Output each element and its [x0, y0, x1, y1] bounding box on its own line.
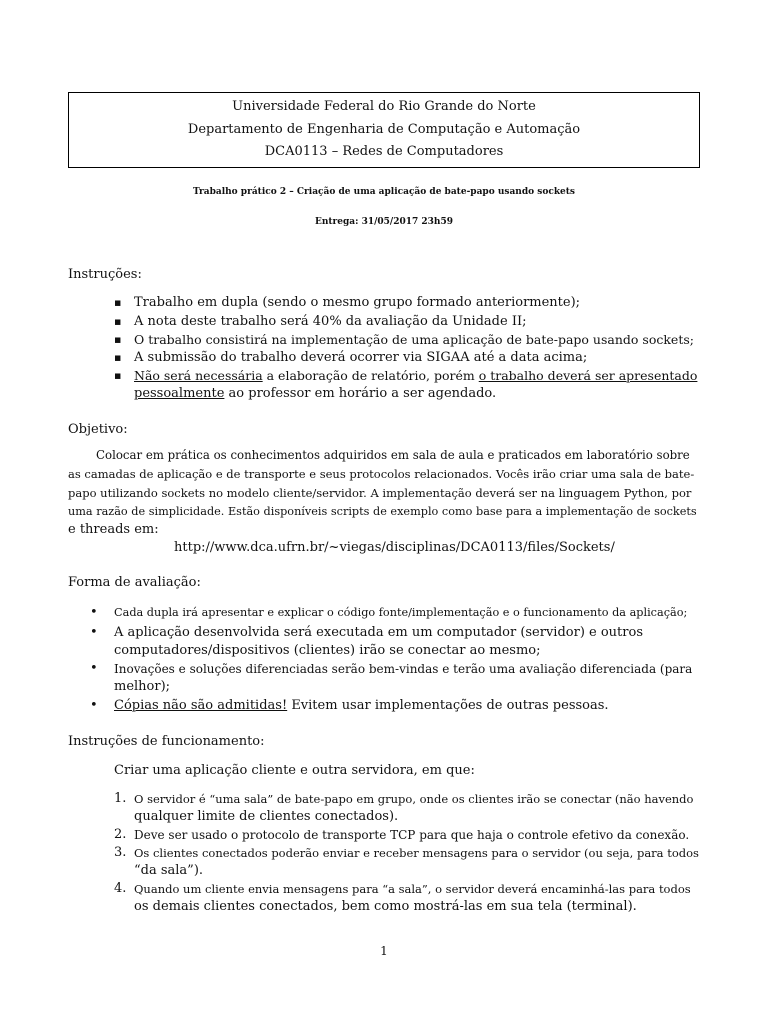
- list-number: 3.: [114, 845, 127, 860]
- evaluation-heading: Forma de avaliação:: [68, 575, 201, 590]
- dot-bullet-icon: •: [90, 661, 98, 676]
- operation-intro: Criar uma aplicação cliente e outra servidora, em que:: [114, 763, 475, 778]
- square-bullet-icon: ▪: [114, 315, 122, 328]
- underlined-text: Cópias não são admitidas!: [114, 698, 288, 713]
- objective-line: papo utilizando sockets no modelo cliente/servidor. A implementação deverá ser na linguagem Python, por: [68, 486, 692, 500]
- evaluation-item-cont: computadores/dispositivos (clientes) irão se conectar ao mesmo;: [114, 643, 541, 658]
- objective-heading: Objetivo:: [68, 422, 128, 437]
- operation-item-cont: os demais clientes conectados, bem como mostrá-las em sua tela (terminal).: [134, 899, 637, 914]
- evaluation-item: Inovações e soluções diferenciadas serão bem-vindas e terão uma avaliação diferenciada (para: [114, 662, 693, 676]
- evaluation-item: Cada dupla irá apresentar e explicar o código fonte/implementação e o funcionamento da aplicação;: [114, 606, 688, 619]
- instruction-item: O trabalho consistirá na implementação de uma aplicação de bate-papo usando sockets;: [134, 332, 694, 347]
- dot-bullet-icon: •: [90, 698, 98, 713]
- instruction-item: A submissão do trabalho deverá ocorrer via SIGAA até a data acima;: [134, 350, 588, 365]
- instruction-item: A nota deste trabalho será 40% da avaliação da Unidade II;: [134, 314, 527, 329]
- objective-line: e threads em:: [68, 522, 159, 537]
- text-segment: Evitem usar implementações de outras pessoas.: [287, 698, 609, 713]
- square-bullet-icon: ▪: [114, 369, 122, 382]
- header-box: [68, 92, 700, 168]
- list-number: 1.: [114, 791, 127, 806]
- operation-item: Os clientes conectados poderão enviar e receber mensagens para o servidor (ou seja, para todos: [134, 846, 699, 860]
- sockets-url: http://www.dca.ufrn.br/~viegas/disciplinas/DCA0113/files/Sockets/: [174, 540, 615, 555]
- dot-bullet-icon: •: [90, 605, 98, 620]
- dot-bullet-icon: •: [90, 625, 98, 640]
- underlined-text: Não será necessária: [134, 368, 263, 383]
- objective-line: Colocar em prática os conhecimentos adquiridos em sala de aula e praticados em laboratório sobre: [96, 448, 690, 462]
- evaluation-item: A aplicação desenvolvida será executada em um computador (servidor) e outros: [114, 625, 643, 640]
- underlined-text: pessoalmente: [134, 386, 225, 401]
- instruction-item-last-cont: [134, 385, 496, 403]
- operation-item-cont: qualquer limite de clientes conectados).: [134, 809, 399, 824]
- list-number: 2.: [114, 827, 127, 842]
- course-name: DCA0113 – Redes de Computadores: [264, 144, 504, 159]
- deadline: Entrega: 31/05/2017 23h59: [314, 217, 453, 227]
- objective-line: as camadas de aplicação e de transporte e seus protocolos relacionados. Vocês irão criar uma sala de bate-: [68, 467, 695, 481]
- evaluation-item-cont: melhor);: [114, 679, 171, 694]
- operation-item-cont: “da sala”).: [134, 863, 204, 878]
- list-number: 4.: [114, 881, 127, 896]
- instruction-item-last: [134, 367, 697, 385]
- square-bullet-icon: ▪: [114, 351, 122, 364]
- text-segment: ao professor em horário a ser agendado.: [224, 386, 497, 401]
- text-segment: a elaboração de relatório, porém: [262, 368, 479, 383]
- evaluation-item: [114, 697, 609, 715]
- page-number: 1: [380, 944, 388, 958]
- instruction-item: Trabalho em dupla (sendo o mesmo grupo formado anteriormente);: [134, 295, 581, 310]
- operation-item: Deve ser usado o protocolo de transporte TCP para que haja o controle efetivo da conexão.: [134, 828, 690, 842]
- square-bullet-icon: ▪: [114, 296, 122, 309]
- instructions-heading: Instruções:: [68, 267, 142, 282]
- university-name: Universidade Federal do Rio Grande do Norte: [232, 99, 536, 114]
- square-bullet-icon: ▪: [114, 333, 122, 346]
- operation-item: O servidor é “uma sala” de bate-papo em grupo, onde os clientes irão se conectar (não havendo: [134, 792, 694, 806]
- objective-line: uma razão de simplicidade. Estão disponíveis scripts de exemplo como base para a implementação de sockets: [68, 505, 697, 518]
- document-title: Trabalho prático 2 – Criação de uma aplicação de bate-papo usando sockets: [192, 187, 576, 197]
- operation-heading: Instruções de funcionamento:: [68, 734, 265, 749]
- underlined-text: o trabalho deverá ser apresentado: [478, 368, 698, 383]
- department-name: Departamento de Engenharia de Computação e Automação: [187, 121, 581, 137]
- operation-item: Quando um cliente envia mensagens para “a sala”, o servidor deverá encaminhá-las para todos: [134, 882, 691, 896]
